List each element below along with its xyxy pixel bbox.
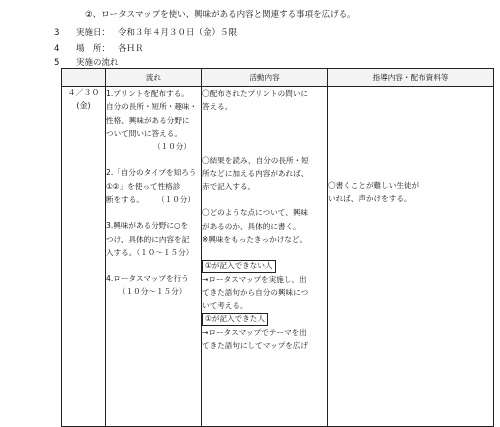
flow-text: 自分の長所・短所・趣味・: [106, 102, 198, 112]
activity-text: →ロータスマップを実施し、出: [202, 274, 307, 284]
header-flow: 流れ: [106, 69, 202, 87]
activity-text: 〇どのような点について、興味: [202, 208, 309, 218]
guidance-text: いれば、声かけをする。: [328, 194, 412, 204]
guidance-1: [328, 179, 493, 206]
flow-text: 1.プリントを配布する。: [106, 89, 189, 98]
flow-text: 性格、興味がある分野に: [106, 115, 190, 125]
activity-text: 〇結果を読み、自分の長所・短: [202, 155, 309, 165]
activity-text: 答える。: [202, 102, 233, 112]
guidance-cell: [328, 87, 494, 427]
header-guidance: 指導内容・配布資料等: [328, 69, 494, 87]
activity-cell: [202, 87, 328, 427]
boxed-label: ①が記入できた人: [202, 313, 268, 325]
info-date-row: [54, 26, 237, 38]
activity-text: 所などに加える内容があれば、: [202, 168, 309, 178]
table-row: [62, 87, 494, 427]
weekday-text: (金): [76, 100, 91, 110]
activity-2: [202, 154, 327, 194]
date-cell: [62, 87, 106, 427]
activity-text: ※興味をもったきっかけなど。: [202, 234, 308, 244]
date-text: ４／３０: [67, 88, 100, 97]
lesson-plan-table: [61, 68, 494, 427]
info-label: 実施日：: [76, 28, 111, 38]
activity-text: があるのか、具体的に書く。: [202, 221, 301, 231]
info-value: 令和３年４月３０日（金）５限: [118, 28, 238, 38]
flow-step-1: [106, 87, 201, 153]
activity-text: 〇配布されたプリントの問いに: [202, 89, 309, 98]
activity-text: いて考える。: [202, 301, 248, 311]
header-activity: 活動内容: [202, 69, 328, 87]
info-number: 5: [54, 58, 60, 68]
flow-step-2: [106, 166, 201, 206]
header-date: [62, 69, 106, 87]
flow-time: （１０分）: [153, 142, 191, 152]
activity-text: てきた語句から自分の興味につ: [202, 287, 309, 297]
info-label: 実施の流れ: [76, 58, 119, 68]
flow-step-3: [106, 219, 201, 259]
activity-1: [202, 87, 327, 114]
flow-text: 3.興味がある分野に○を: [106, 221, 189, 231]
guidance-text: 〇書くことが難しい生徒が: [328, 181, 420, 190]
flow-text: 断をする。: [106, 194, 144, 204]
activity-text: →ロータスマップでテーマを出: [202, 327, 307, 337]
activity-3: [202, 206, 327, 246]
flow-text: 4.ロータスマップを行う: [106, 274, 189, 284]
activity-4: [202, 259, 327, 352]
info-flow-row: [54, 56, 119, 68]
activity-text: 赤で記入する。: [202, 182, 256, 192]
flow-text: つけ、具体的に内容を記: [106, 234, 190, 244]
flow-text-with-time: [106, 193, 201, 206]
table-header-row: [62, 69, 494, 87]
flow-time: （１０分～１５分）: [118, 287, 187, 297]
info-value: 各ＨＲ: [118, 44, 144, 54]
flow-text: 2.「自分のタイプを知ろう①②」を使って性格診: [106, 168, 197, 191]
info-number: 4: [54, 44, 60, 54]
flow-text: ついて問いに答える。: [106, 128, 182, 138]
flow-step-4: [106, 272, 201, 299]
boxed-label: ①が記入できない人: [202, 260, 276, 272]
flow-cell: [106, 87, 202, 427]
info-place-row: [54, 42, 144, 54]
info-number: 3: [54, 28, 60, 38]
objective-line: ②、ロータスマップを使い、興味がある内容と関連する事項を広げる。: [85, 10, 356, 20]
info-label: 場 所：: [76, 44, 111, 54]
activity-text: てきた語句にしてマップを広げ: [202, 340, 309, 350]
flow-text: 入する。（１０～１５分）: [106, 247, 194, 257]
flow-time: （１０分）: [157, 194, 195, 204]
